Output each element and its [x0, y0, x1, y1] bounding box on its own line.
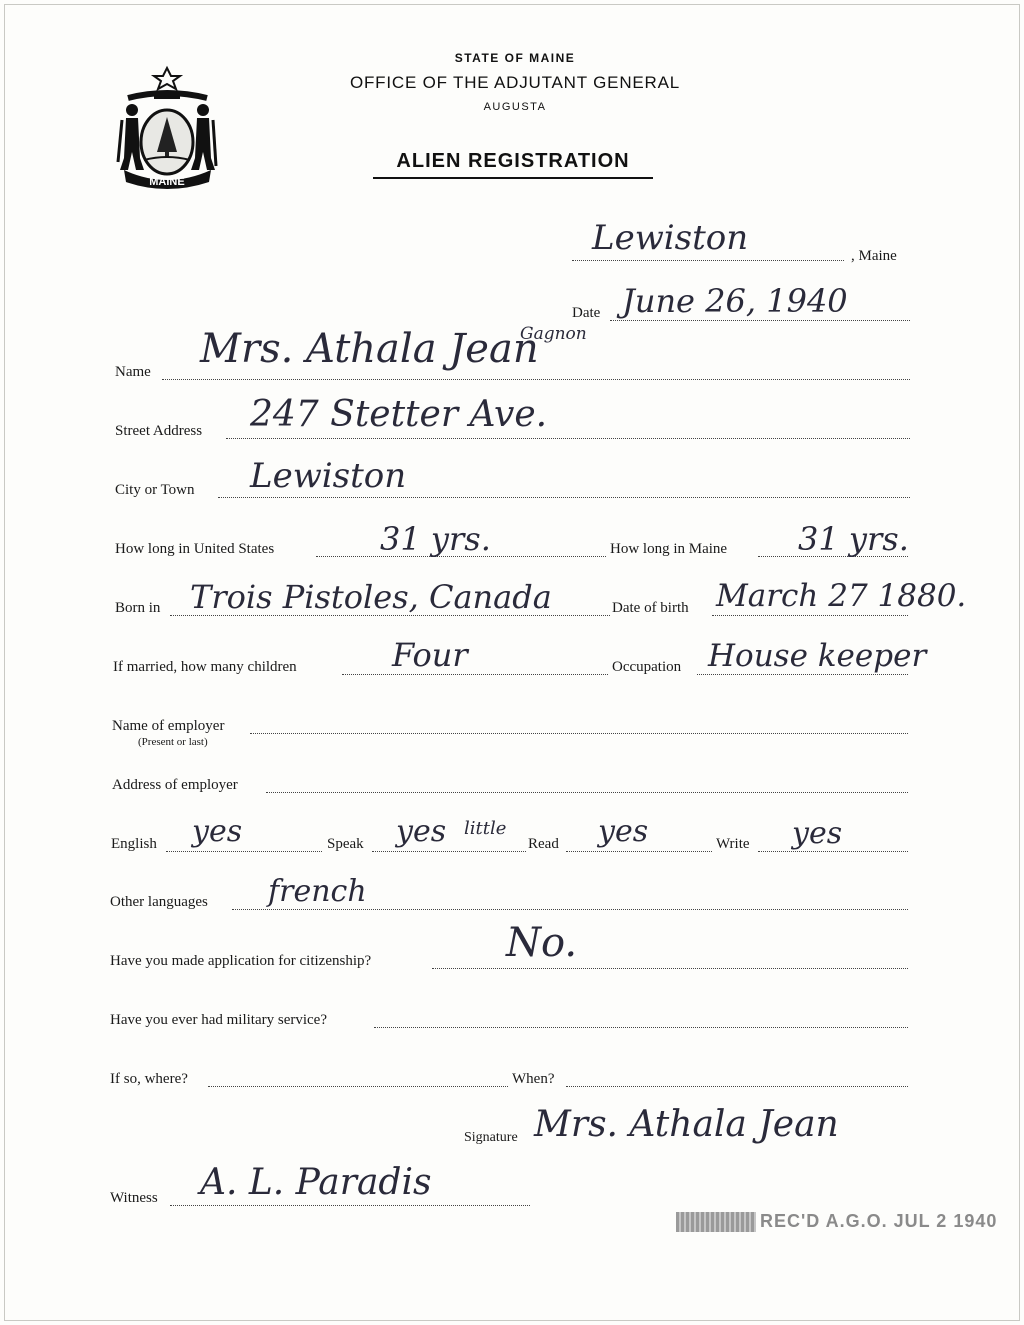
seal-banner-text: MAINE — [149, 176, 185, 188]
header-state: STATE OF MAINE — [454, 51, 576, 65]
date-of-birth-line — [712, 615, 908, 616]
other-languages-line — [232, 909, 908, 910]
other-languages-label: Other languages — [110, 894, 208, 910]
name-value[interactable]: Mrs. Athala Jean — [200, 326, 539, 372]
received-date-stamp — [676, 1211, 997, 1232]
city-line — [218, 497, 910, 498]
date-line — [610, 320, 910, 321]
date-label: Date — [572, 305, 601, 321]
employer-name-line — [250, 733, 908, 734]
street-address-value[interactable]: 247 Stetter Ave. — [250, 394, 548, 435]
children-value[interactable]: Four — [392, 636, 468, 674]
write-label: Write — [716, 836, 750, 852]
date-value[interactable]: June 26, 1940 — [622, 282, 848, 320]
born-in-label: Born in — [115, 600, 161, 616]
speak-line — [372, 851, 526, 852]
when-line — [566, 1086, 908, 1087]
date-of-birth-value[interactable]: March 27 1880. — [716, 578, 967, 614]
employer-name-label: Name of employer — [112, 718, 225, 734]
how-long-maine-value[interactable]: 31 yrs. — [798, 520, 909, 558]
where-line — [208, 1086, 508, 1087]
how-long-maine-label: How long in Maine — [610, 541, 728, 557]
when-label: When? — [512, 1071, 555, 1087]
speak-note-value[interactable]: little — [464, 818, 507, 839]
header-city: AUGUSTA — [483, 101, 547, 113]
speak-label: Speak — [327, 836, 364, 852]
town-line — [572, 260, 844, 261]
signature-label: Signature — [464, 1130, 518, 1145]
witness-line — [170, 1205, 530, 1206]
read-label: Read — [528, 836, 559, 852]
born-in-value[interactable]: Trois Pistoles, Canada — [190, 578, 552, 616]
english-label: English — [111, 836, 157, 852]
citizenship-label: Have you made application for citizenship? — [110, 953, 372, 969]
other-languages-value[interactable]: french — [268, 874, 367, 909]
name-insert-value[interactable]: Gagnon — [520, 324, 587, 344]
military-line — [374, 1027, 908, 1028]
stamp-text: REC'D A.G.O. JUL 2 1940 — [760, 1211, 998, 1231]
write-line — [758, 851, 908, 852]
name-label: Name — [115, 364, 151, 380]
maine-state-seal-icon — [110, 62, 225, 190]
town-value[interactable]: Lewiston — [592, 218, 749, 258]
citizenship-line — [432, 968, 908, 969]
military-label: Have you ever had military service? — [110, 1012, 327, 1028]
how-long-us-label: How long in United States — [115, 541, 275, 557]
occupation-value[interactable]: House keeper — [708, 638, 927, 674]
street-address-label: Street Address — [115, 423, 203, 439]
stamp-smudge — [676, 1212, 756, 1232]
occupation-label: Occupation — [612, 659, 682, 675]
city-value[interactable]: Lewiston — [250, 456, 407, 496]
employer-address-line — [266, 792, 908, 793]
header-office: OFFICE OF THE ADJUTANT GENERAL — [349, 73, 681, 92]
speak-value[interactable]: yes — [396, 814, 447, 849]
employer-name-sublabel: (Present or last) — [138, 736, 208, 748]
maine-label: , Maine — [851, 248, 897, 264]
city-label: City or Town — [115, 482, 195, 498]
witness-label: Witness — [110, 1190, 158, 1206]
english-value[interactable]: yes — [192, 814, 243, 849]
read-value[interactable]: yes — [598, 814, 649, 849]
how-long-us-value[interactable]: 31 yrs. — [380, 520, 491, 558]
signature-value[interactable]: Mrs. Athala Jean — [534, 1104, 839, 1145]
citizenship-value[interactable]: No. — [506, 920, 578, 966]
name-line — [162, 379, 910, 380]
where-label: If so, where? — [110, 1071, 188, 1087]
employer-address-label: Address of employer — [112, 777, 238, 793]
date-of-birth-label: Date of birth — [612, 600, 689, 616]
occupation-line — [697, 674, 908, 675]
children-line — [342, 674, 608, 675]
form-title: ALIEN REGISTRATION — [373, 150, 653, 179]
children-label: If married, how many children — [113, 659, 297, 675]
witness-value[interactable]: A. L. Paradis — [200, 1162, 432, 1203]
read-line — [566, 851, 712, 852]
street-address-line — [226, 438, 910, 439]
write-value[interactable]: yes — [792, 816, 843, 851]
english-line — [166, 851, 322, 852]
